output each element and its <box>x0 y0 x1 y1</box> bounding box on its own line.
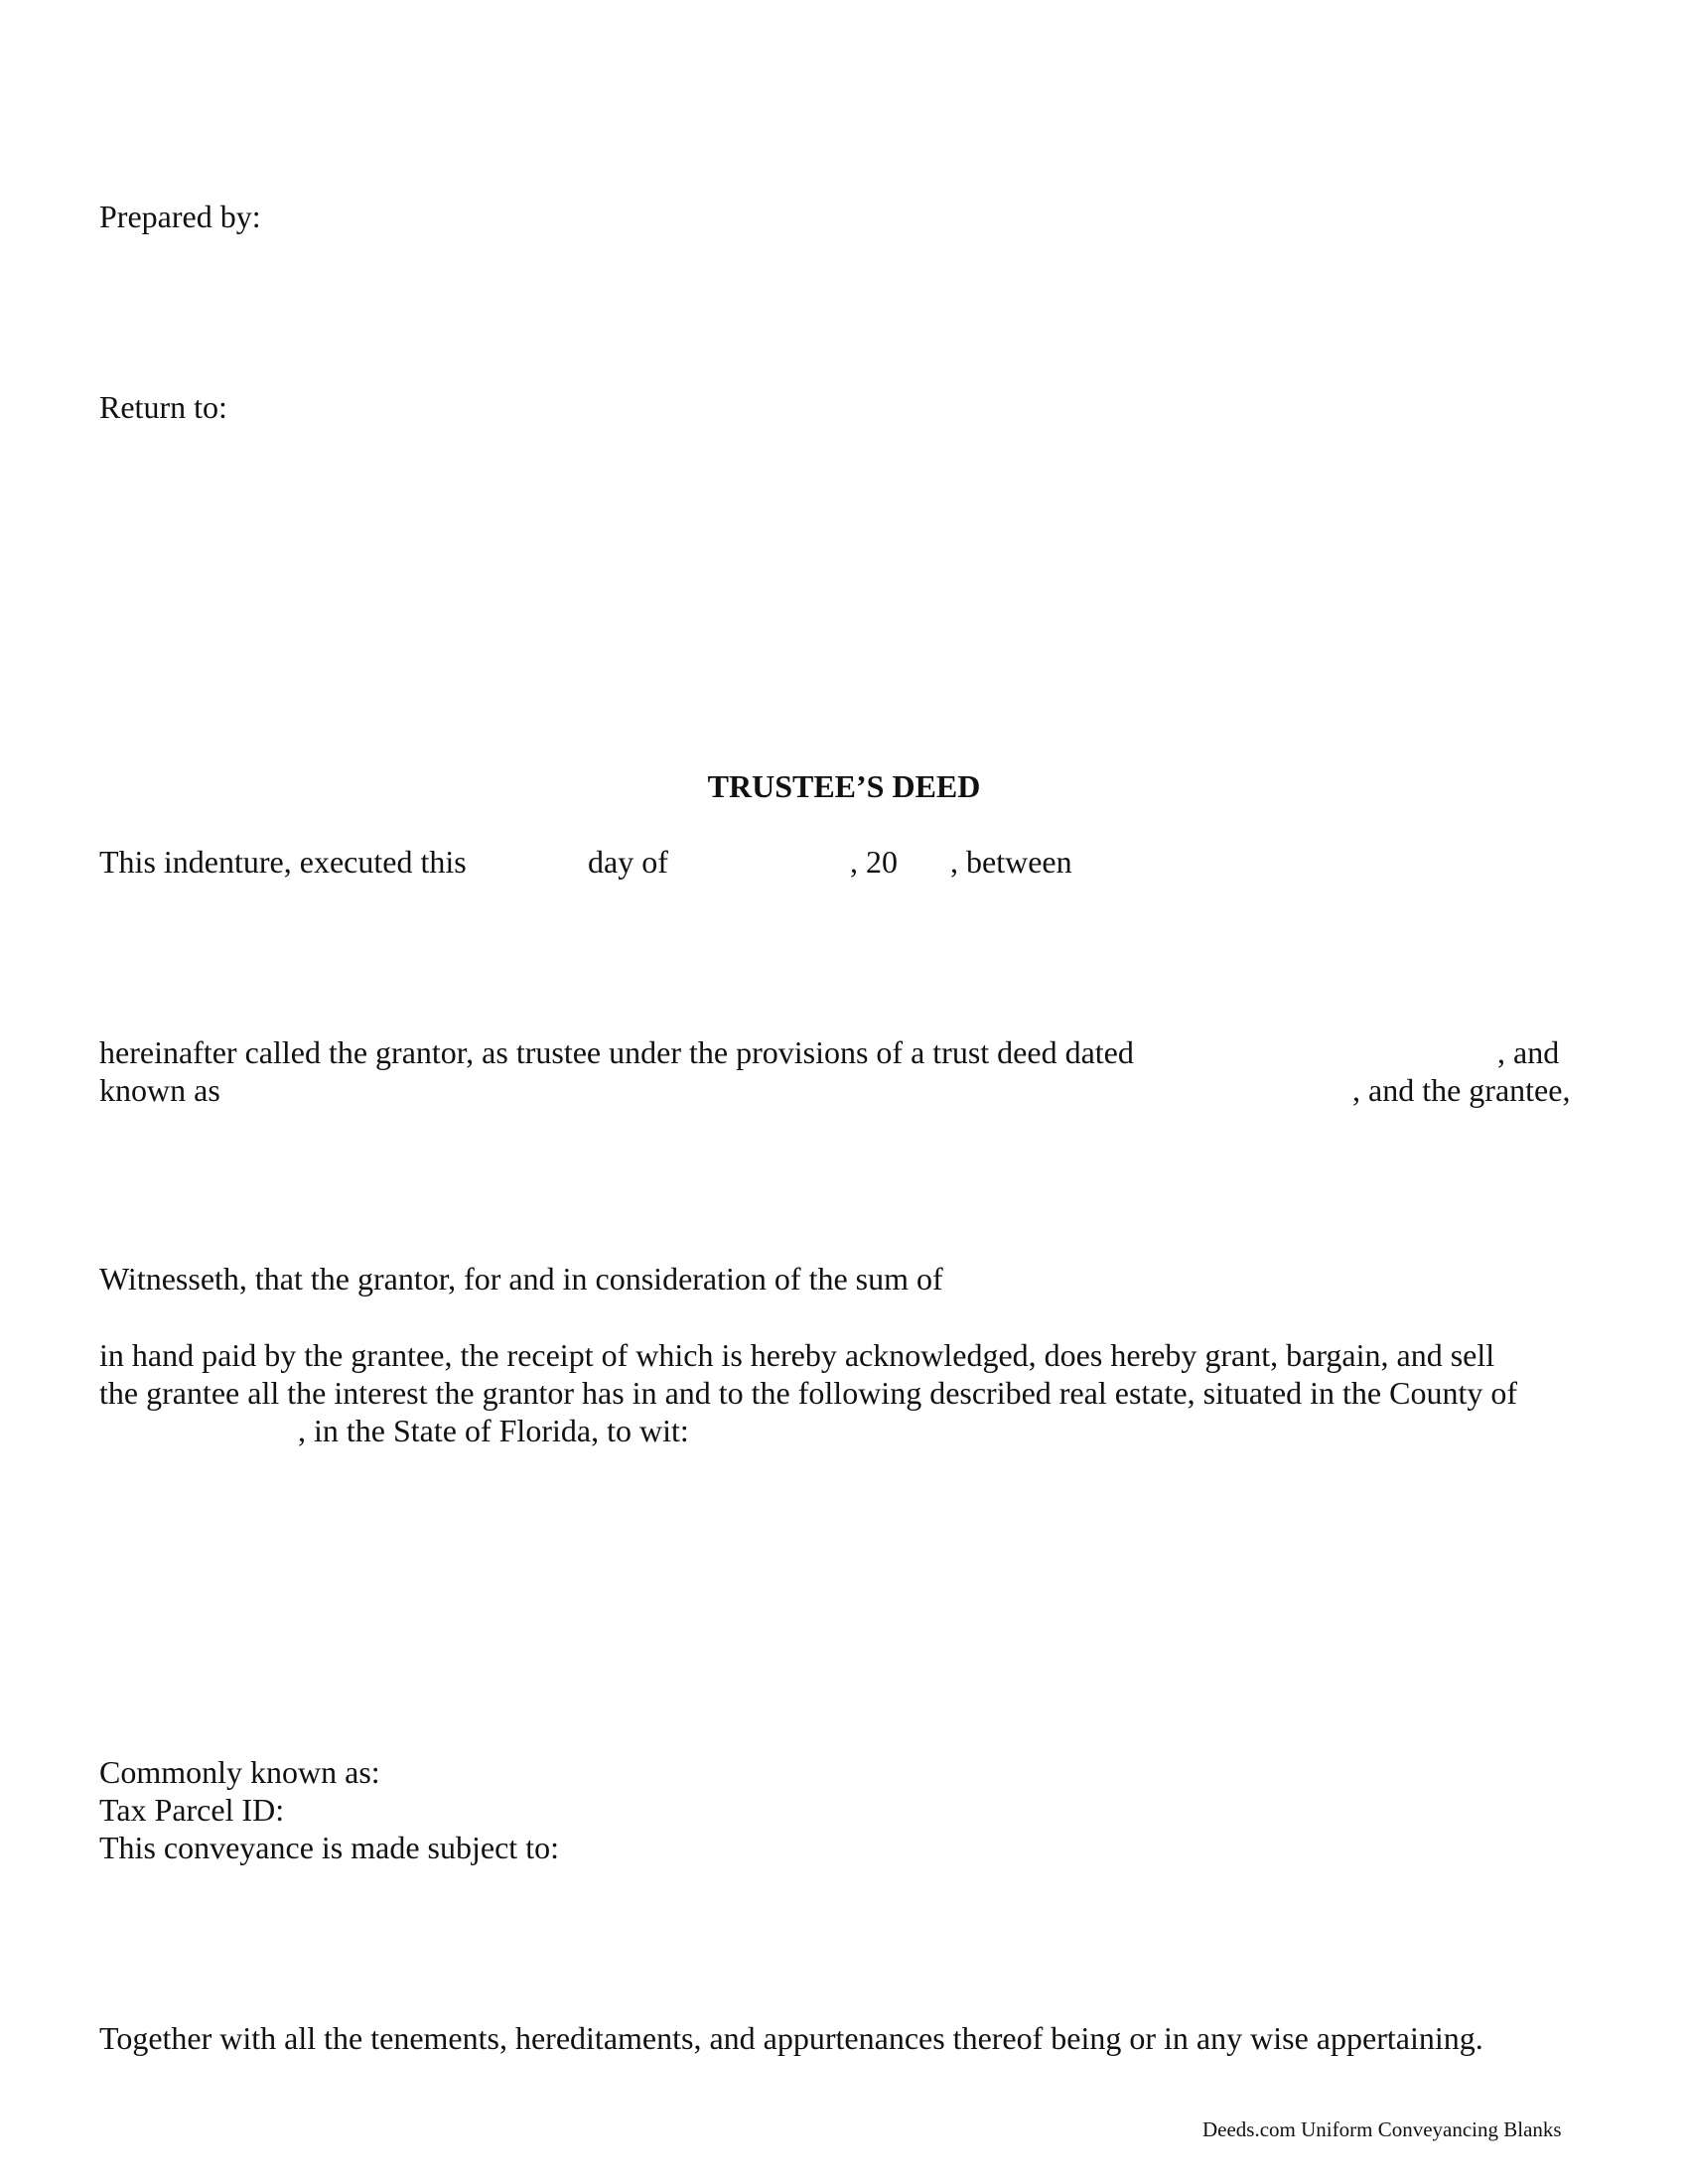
grantor-clause-line1: hereinafter called the grantor, as trustee under the provisions of a trust deed dated <box>99 1034 1134 1070</box>
indenture-executed-this: This indenture, executed this <box>99 844 467 880</box>
commonly-known-as-label: Commonly known as: <box>99 1754 380 1790</box>
document-title: TRUSTEE’S DEED <box>707 768 981 804</box>
grantor-clause-line2-end: , and the grantee, <box>1352 1072 1571 1108</box>
grantor-clause-line2: known as <box>99 1072 220 1108</box>
tax-parcel-id-label: Tax Parcel ID: <box>99 1792 285 1828</box>
indenture-between: , between <box>950 844 1072 880</box>
footer-text: Deeds.com Uniform Conveyancing Blanks <box>1202 2117 1562 2141</box>
indenture-day-of: day of <box>588 844 668 880</box>
witnesseth-line1: Witnesseth, that the grantor, for and in consideration of the sum of <box>99 1261 943 1297</box>
witnesseth-line3: the grantee all the interest the grantor has in and to the following described real estate, situated in the County of <box>99 1375 1517 1411</box>
subject-to-label: This conveyance is made subject to: <box>99 1830 559 1865</box>
indenture-year-prefix: , 20 <box>850 844 898 880</box>
witnesseth-line4: , in the State of Florida, to wit: <box>298 1413 689 1448</box>
return-to-label: Return to: <box>99 389 227 425</box>
prepared-by-label: Prepared by: <box>99 199 261 234</box>
witnesseth-line2: in hand paid by the grantee, the receipt of which is hereby acknowledged, does hereby grant, bargain, and sell <box>99 1337 1495 1373</box>
grantor-clause-line1-end: , and <box>1497 1034 1560 1070</box>
together-with-clause: Together with all the tenements, hereditaments, and appurtenances thereof being or in any wise appertaining. <box>99 2020 1483 2056</box>
